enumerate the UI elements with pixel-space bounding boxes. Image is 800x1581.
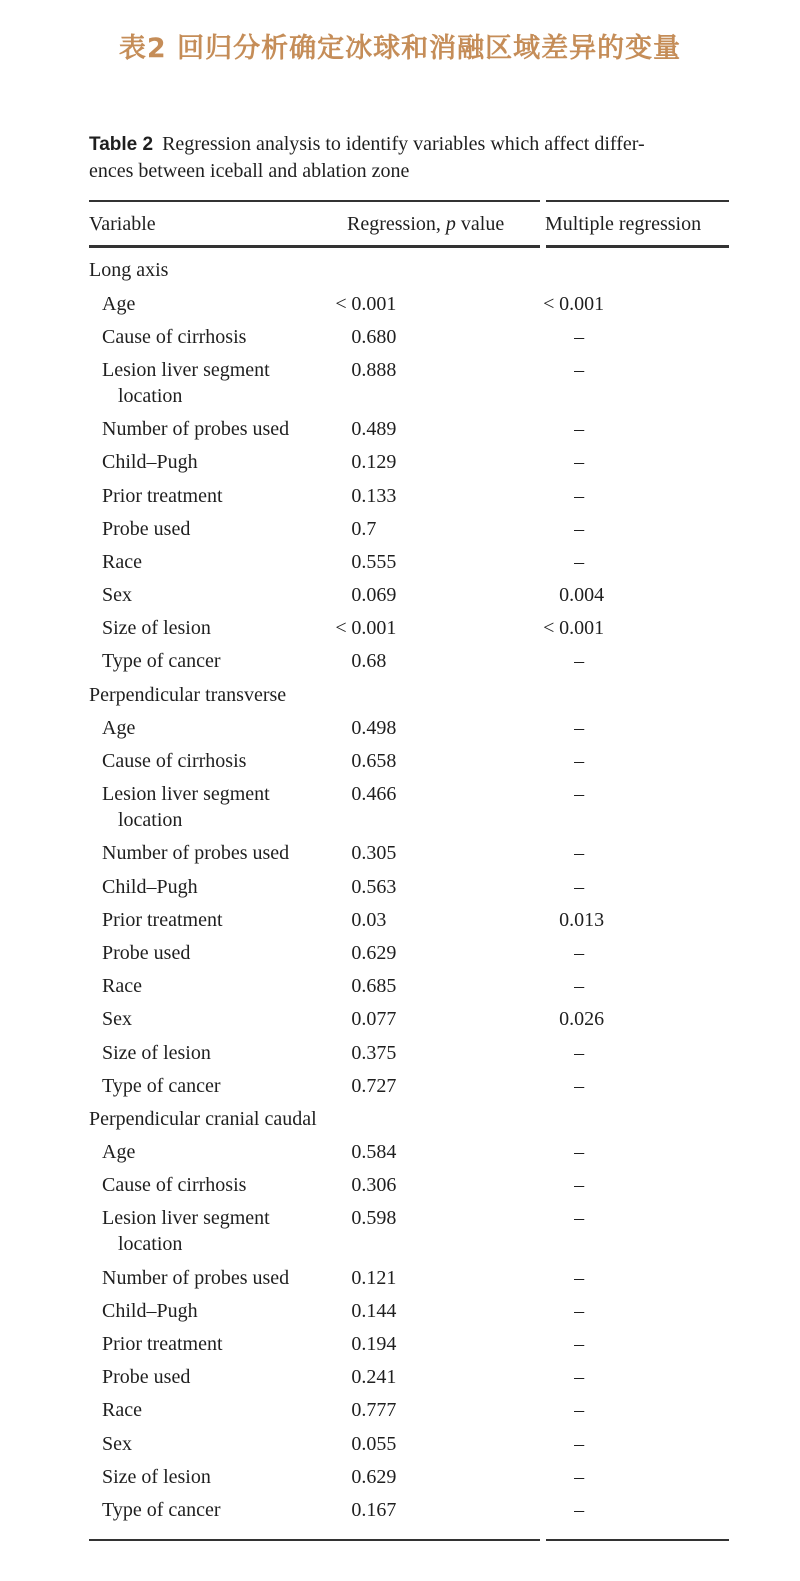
table-row xyxy=(89,1294,729,1327)
regression-p-value: 0.03 xyxy=(351,908,387,931)
table-body xyxy=(89,248,729,1539)
regression-p-value: 0.7 xyxy=(351,517,377,540)
multiple-regression-value-dash: – xyxy=(574,716,585,739)
table-caption-text-2: ences between iceball and ablation zone xyxy=(89,160,410,182)
variable-label: Race xyxy=(102,975,142,998)
multiple-regression-value-dash: – xyxy=(574,1432,585,1455)
multiple-regression-value-dash: – xyxy=(574,325,585,348)
multiple-regression-value-dash: – xyxy=(574,1498,585,1521)
regression-p-value: 0.305 xyxy=(351,842,397,865)
regression-p-value: 0.069 xyxy=(351,584,397,607)
variable-label: Size of lesion xyxy=(102,617,211,640)
variable-label: Age xyxy=(102,716,136,739)
less-than-sign: < xyxy=(335,292,347,315)
regression-p-value: 0.629 xyxy=(351,941,397,964)
regression-p-value: 0.241 xyxy=(351,1366,397,1389)
multiple-regression-value: < 0.001 xyxy=(543,617,605,640)
column-header-variable: Variable xyxy=(89,213,156,236)
variable-label: Lesion liver segment location xyxy=(102,358,270,407)
table-row xyxy=(89,512,729,545)
section-title: Long axis xyxy=(89,259,169,282)
variable-label: Probe used xyxy=(102,517,191,540)
table-row xyxy=(89,1460,729,1493)
table-caption xyxy=(89,131,729,184)
variable-label: Type of cancer xyxy=(102,1074,221,1097)
less-than-sign: < xyxy=(335,617,347,640)
table-row xyxy=(89,1361,729,1394)
multiple-regression-value: 0.004 xyxy=(559,584,605,607)
table-header-row xyxy=(89,202,729,245)
section-header-row xyxy=(89,678,729,711)
table-row xyxy=(89,903,729,936)
multiple-regression-value: 0.026 xyxy=(559,1008,605,1031)
table-row xyxy=(89,1135,729,1168)
multiple-regression-value-dash: – xyxy=(574,783,585,806)
table-row xyxy=(89,1069,729,1102)
regression-p-value: 0.306 xyxy=(351,1174,397,1197)
section-header-row xyxy=(89,1102,729,1135)
section-title: Perpendicular cranial caudal xyxy=(89,1107,317,1130)
variable-label: Prior treatment xyxy=(102,1333,223,1355)
regression-p-value: 0.598 xyxy=(351,1207,397,1230)
multiple-regression-value-dash: – xyxy=(574,550,585,573)
variable-label: Lesion liver segment location xyxy=(102,783,270,832)
column-header-multiple-regression: Multiple regression xyxy=(545,213,702,236)
table-caption-label: Table 2 xyxy=(89,134,154,155)
table-row xyxy=(89,744,729,777)
table-row xyxy=(89,837,729,870)
multiple-regression-value-dash: – xyxy=(574,1074,585,1097)
variable-label: Sex xyxy=(102,584,132,607)
variable-label: Race xyxy=(102,550,142,573)
multiple-regression-value-dash: – xyxy=(574,358,585,381)
multiple-regression-value-dash: – xyxy=(574,650,585,673)
multiple-regression-value-dash: – xyxy=(574,1141,585,1164)
variable-label: Race xyxy=(102,1399,142,1422)
multiple-regression-value-dash: – xyxy=(574,517,585,540)
regression-p-value: 0.194 xyxy=(351,1333,397,1355)
multiple-regression-value-dash: – xyxy=(574,1299,585,1322)
multiple-regression-value-dash: – xyxy=(574,750,585,772)
table-row xyxy=(89,578,729,611)
regression-p-value: 0.888 xyxy=(351,358,397,381)
table-row xyxy=(89,1427,729,1460)
multiple-regression-value-dash: – xyxy=(574,842,585,865)
regression-p-value: < 0.001 xyxy=(335,617,397,640)
table-row xyxy=(89,287,729,320)
regression-p-value: 0.121 xyxy=(351,1266,397,1289)
regression-p-value: 0.077 xyxy=(351,1008,397,1031)
table-caption-text-1: Regression analysis to identify variables which affect differ- xyxy=(162,133,645,155)
column-header-regression-p-value xyxy=(347,211,545,237)
regression-p-value: 0.629 xyxy=(351,1465,397,1488)
regression-p-value: 0.685 xyxy=(351,975,397,998)
table-row xyxy=(89,1327,729,1360)
regression-p-value: 0.144 xyxy=(351,1299,397,1322)
variable-label: Size of lesion xyxy=(102,1465,211,1488)
less-than-sign: < xyxy=(543,292,555,315)
table-row xyxy=(89,870,729,903)
table-row xyxy=(89,1394,729,1427)
multiple-regression-value-dash: – xyxy=(574,418,585,441)
table-row xyxy=(89,545,729,578)
regression-p-value: 0.777 xyxy=(351,1399,397,1422)
table-row xyxy=(89,645,729,678)
section-title: Perpendicular transverse xyxy=(89,683,287,706)
variable-label: Sex xyxy=(102,1432,132,1455)
regression-p-value: 0.167 xyxy=(351,1498,397,1521)
page-title: 表2 回归分析确定冰球和消融区域差异的变量 xyxy=(118,33,682,64)
variable-label: Size of lesion xyxy=(102,1041,211,1064)
regression-p-value: 0.466 xyxy=(351,783,397,806)
variable-label: Lesion liver segment location xyxy=(102,1207,270,1256)
table-caption-line-1 xyxy=(89,131,729,158)
regression-p-value: 0.680 xyxy=(351,325,397,348)
table-row xyxy=(89,1169,729,1202)
table-row xyxy=(89,778,729,837)
regression-p-value: 0.68 xyxy=(351,650,387,673)
regression-p-value: 0.375 xyxy=(351,1041,397,1064)
variable-label: Child–Pugh xyxy=(102,875,198,898)
table-row xyxy=(89,446,729,479)
regression-p-value: 0.489 xyxy=(351,418,397,441)
multiple-regression-value-dash: – xyxy=(574,1399,585,1422)
multiple-regression-value-dash: – xyxy=(574,1366,585,1389)
table-row xyxy=(89,970,729,1003)
variable-label: Probe used xyxy=(102,1366,191,1389)
multiple-regression-value-dash: – xyxy=(574,451,585,474)
multiple-regression-value-dash: – xyxy=(574,941,585,964)
variable-label: Cause of cirrhosis xyxy=(102,1174,247,1197)
table-row xyxy=(89,936,729,969)
table-row xyxy=(89,320,729,353)
regression-header-p-italic: p xyxy=(445,213,456,236)
variable-label: Prior treatment xyxy=(102,484,223,507)
less-than-sign: < xyxy=(543,617,555,640)
regression-p-value: 0.555 xyxy=(351,550,397,573)
variable-label: Number of probes used xyxy=(102,842,290,865)
variable-label: Type of cancer xyxy=(102,1498,221,1521)
variable-label: Probe used xyxy=(102,941,191,964)
variable-label: Number of probes used xyxy=(102,418,290,441)
table-row xyxy=(89,612,729,645)
table-row xyxy=(89,1003,729,1036)
table-row xyxy=(89,1036,729,1069)
table-bottom-rule xyxy=(89,1539,729,1541)
regression-p-value: 0.584 xyxy=(351,1141,397,1164)
table-row xyxy=(89,413,729,446)
section-header-row xyxy=(89,254,729,287)
multiple-regression-value-dash: – xyxy=(574,1207,585,1230)
table-2 xyxy=(89,131,729,1541)
regression-p-value: 0.658 xyxy=(351,750,397,772)
multiple-regression-value-dash: – xyxy=(574,975,585,998)
regression-p-value: 0.498 xyxy=(351,716,397,739)
multiple-regression-value-dash: – xyxy=(574,1174,585,1197)
variable-label: Age xyxy=(102,1141,136,1164)
multiple-regression-value-dash: – xyxy=(574,1333,585,1355)
multiple-regression-value-dash: – xyxy=(574,875,585,898)
table-row xyxy=(89,711,729,744)
variable-label: Sex xyxy=(102,1008,132,1031)
regression-p-value: 0.727 xyxy=(351,1074,397,1097)
multiple-regression-value-dash: – xyxy=(574,1041,585,1064)
regression-p-value: 0.129 xyxy=(351,451,397,474)
variable-label: Number of probes used xyxy=(102,1266,290,1289)
table-row xyxy=(89,353,729,412)
variable-label: Child–Pugh xyxy=(102,451,198,474)
table-row xyxy=(89,1493,729,1526)
regression-p-value: 0.055 xyxy=(351,1432,397,1455)
variable-label: Cause of cirrhosis xyxy=(102,325,247,348)
variable-label: Age xyxy=(102,292,136,315)
variable-label: Child–Pugh xyxy=(102,1299,198,1322)
regression-header-suffix: value xyxy=(460,213,505,236)
regression-p-value: 0.563 xyxy=(351,875,397,898)
table-row xyxy=(89,479,729,512)
multiple-regression-value-dash: – xyxy=(574,1266,585,1289)
variable-label: Prior treatment xyxy=(102,908,223,931)
multiple-regression-value-dash: – xyxy=(574,484,585,507)
multiple-regression-value: < 0.001 xyxy=(543,292,605,315)
regression-header-prefix: Regression, xyxy=(347,213,441,236)
table-row xyxy=(89,1202,729,1261)
table-row xyxy=(89,1261,729,1294)
regression-p-value: 0.133 xyxy=(351,484,397,507)
variable-label: Cause of cirrhosis xyxy=(102,750,247,772)
variable-label: Type of cancer xyxy=(102,650,221,673)
multiple-regression-value: 0.013 xyxy=(559,908,605,931)
regression-p-value: < 0.001 xyxy=(335,292,397,315)
multiple-regression-value-dash: – xyxy=(574,1465,585,1488)
